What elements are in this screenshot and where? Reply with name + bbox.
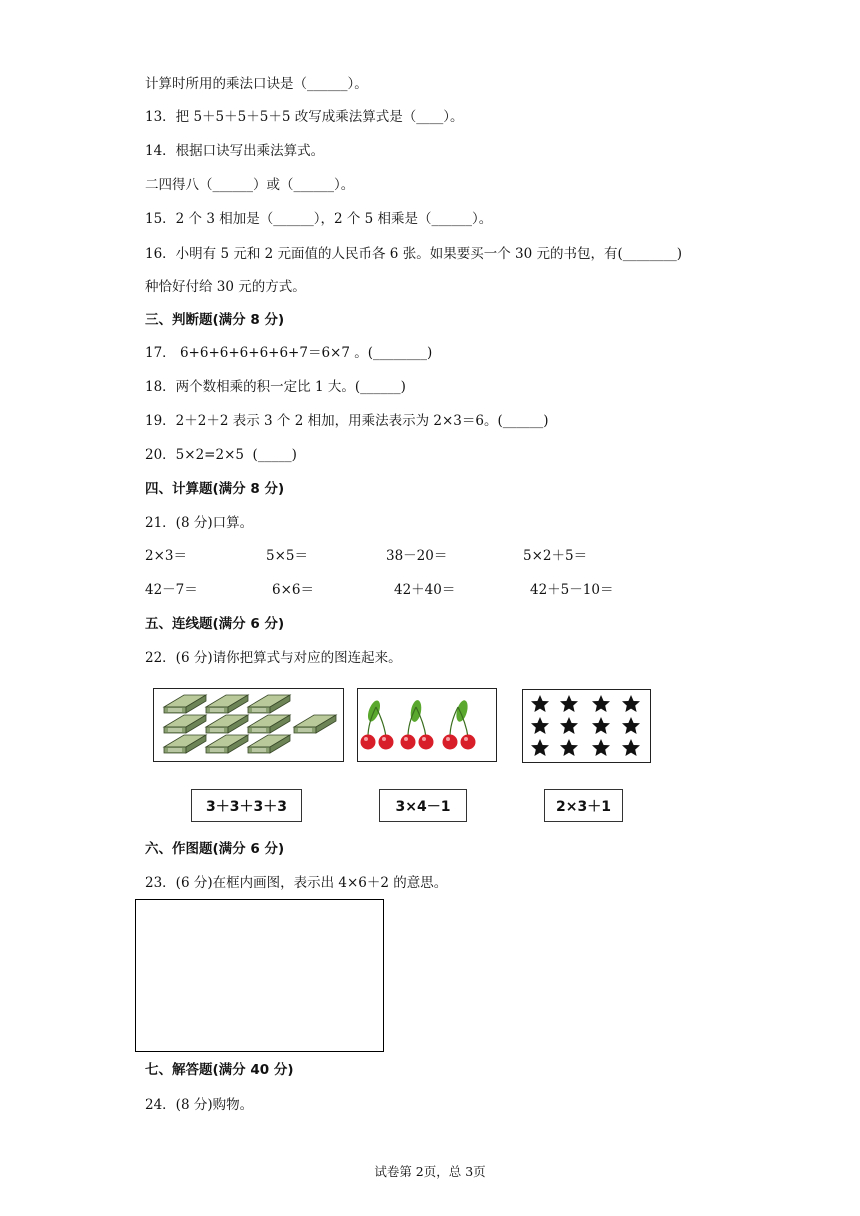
- section-matching-heading: 五、连线题(满分 6 分): [145, 616, 285, 632]
- calc-item: 42＋5－10＝: [530, 582, 614, 598]
- question-21: 21．(8 分)口算。: [145, 515, 254, 531]
- section-drawing-heading: 六、作图题(满分 6 分): [145, 841, 285, 857]
- question-19: 19．2＋2＋2 表示 3 个 2 相加，用乘法表示为 2×3＝6。(______): [145, 413, 549, 429]
- section-judgement-heading: 三、判断题(满分 8 分): [145, 312, 285, 328]
- cherries-icon: [358, 689, 495, 760]
- calc-item: 38－20＝: [386, 548, 448, 564]
- question-17: 17． 6+6+6+6+6+6+7＝6×7 。(________): [145, 345, 433, 361]
- question-22: 22．(6 分)请你把算式与对应的图连起来。: [145, 650, 402, 666]
- section-calculation-heading: 四、计算题(满分 8 分): [145, 481, 285, 497]
- formula-box-3[interactable]: [544, 789, 623, 822]
- question-14-sub: 二四得八（______）或（______）。: [145, 177, 355, 193]
- bundles-icon: [154, 689, 342, 760]
- formula-box-1[interactable]: [191, 789, 302, 822]
- section-answer-heading: 七、解答题(满分 40 分): [145, 1062, 294, 1078]
- formula-text: 3×4－1: [395, 798, 451, 815]
- calc-item: 42＋40＝: [394, 582, 456, 598]
- picture-cherries[interactable]: [357, 688, 497, 762]
- calc-item: 2×3＝: [145, 548, 187, 564]
- calc-item: 5×2＋5＝: [523, 548, 588, 564]
- question-16-line2: 种恰好付给 30 元的方式。: [145, 279, 306, 295]
- formula-text: 3＋3＋3＋3: [206, 798, 287, 815]
- formula-text: 2×3＋1: [556, 798, 611, 815]
- question-13: 13．把 5＋5＋5＋5＋5 改写成乘法算式是（____）。: [145, 109, 464, 125]
- question-18: 18．两个数相乘的积一定比 1 大。(______): [145, 379, 406, 395]
- stars-icon: [523, 690, 649, 761]
- picture-stars[interactable]: [522, 689, 651, 763]
- picture-bundles[interactable]: [153, 688, 344, 762]
- calc-item: 5×5＝: [266, 548, 308, 564]
- question-20: 20．5×2=2×5 (_____): [145, 447, 297, 463]
- question-16-line1: 16．小明有 5 元和 2 元面值的人民币各 6 张。如果要买一个 30 元的书包，有(________): [145, 246, 682, 262]
- question-14: 14．根据口诀写出乘法算式。: [145, 143, 325, 159]
- question-24: 24．(8 分)购物。: [145, 1097, 254, 1113]
- line-formula-rhyme: 计算时所用的乘法口诀是（______）。: [145, 76, 368, 92]
- calc-item: 6×6＝: [272, 582, 314, 598]
- formula-box-2[interactable]: [379, 789, 467, 822]
- question-23: 23．(6 分)在框内画图，表示出 4×6＋2 的意思。: [145, 875, 448, 891]
- page-footer: 试卷第 2页，总 3页: [374, 1164, 486, 1179]
- question-15: 15．2 个 3 相加是（______），2 个 5 相乘是（______）。: [145, 211, 493, 227]
- drawing-box[interactable]: [135, 899, 384, 1052]
- calc-item: 42－7＝: [145, 582, 198, 598]
